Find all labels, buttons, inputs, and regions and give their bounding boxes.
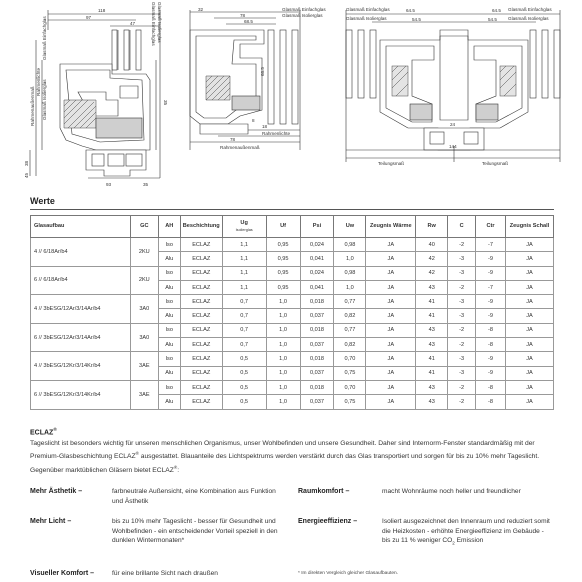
cell-gc: 3AE [130,352,158,381]
table-cell: JA [505,395,553,409]
table-cell: 1,0 [266,295,300,309]
table-cell: ECLAZ [180,338,222,352]
dim-right-4: 64.5 [406,8,415,13]
dim-left-9: 35 [163,100,168,106]
footnote: * Im direkten Vergleich gleicher Glasaufbauten. [298,571,398,576]
table-cell: -2 [448,280,476,294]
table-cell: 0,024 [300,238,334,252]
dim-left-6: Glasmaß Einfachglas [42,16,47,60]
dim-right-5: 54.5 [412,17,421,22]
dim-mid-10: Rahmenlichte [262,131,291,136]
col-header-ah: AH [158,216,180,238]
table-cell: -3 [448,295,476,309]
table-cell: 0,5 [222,380,266,394]
table-cell: 0,98 [334,266,366,280]
table-cell: -9 [476,266,506,280]
dim-left-0: 118 [98,8,106,13]
table-cell: 1,0 [266,380,300,394]
feature-label-licht: Mehr Licht – [30,518,72,525]
table-cell: 0,018 [300,380,334,394]
table-cell: 0,037 [300,309,334,323]
table-cell: Alu [158,366,180,380]
table-cell: -9 [476,295,506,309]
feature-label-aesthetik: Mehr Ästhetik – [30,488,83,495]
section-divider [30,209,554,210]
table-cell: -9 [476,352,506,366]
table-cell: 43 [416,380,448,394]
table-row [31,266,554,280]
table-cell: JA [366,366,416,380]
table-cell: 0,82 [334,338,366,352]
col-header-uf: Uf [266,216,300,238]
table-cell: JA [366,309,416,323]
table-cell: 0,7 [222,309,266,323]
table-cell: Iso [158,380,180,394]
table-cell: 1,0 [266,395,300,409]
dim-left-10: 93 [106,182,112,187]
table-cell: ECLAZ [180,352,222,366]
table-cell: 1,1 [222,252,266,266]
table-cell: ECLAZ [180,309,222,323]
table-cell: 1,0 [334,252,366,266]
feature-text-raumkomfort: macht Wohnräume noch heller und freundlicher [382,488,521,495]
feature-text-komfort: für eine brillante Sicht nach draußen [112,570,218,577]
table-cell: 0,5 [222,395,266,409]
table-cell: 41 [416,366,448,380]
table-cell: -2 [448,238,476,252]
table-cell: ECLAZ [180,323,222,337]
cell-gc: 3A0 [130,295,158,324]
dim-right-1: Glasmaß Isolierglas [346,16,387,21]
dim-left-5: Rahmenlichte [36,67,41,96]
col-header-ctr: Ctr [476,216,506,238]
table-cell: 43 [416,323,448,337]
table-cell: 0,95 [266,252,300,266]
table-cell: 0,75 [334,395,366,409]
table-cell: JA [366,395,416,409]
table-cell: 41 [416,309,448,323]
table-cell: ECLAZ [180,238,222,252]
dim-right-10: Teilungsmaß [482,161,509,166]
table-cell: 0,70 [334,352,366,366]
dim-left-7: Glasmaß Isolierglas [42,79,47,120]
table-cell: 40 [416,238,448,252]
table-cell: -2 [448,380,476,394]
drawing-vertical-section [30,10,160,178]
table-cell: ECLAZ [180,366,222,380]
table-cell: -9 [476,252,506,266]
values-table [30,215,554,410]
table-cell: -9 [476,309,506,323]
table-cell: 1,0 [266,323,300,337]
table-row [31,295,554,309]
table-cell: 0,77 [334,295,366,309]
col-header-beschichtung: Beschichtung [180,216,222,238]
table-cell: 0,7 [222,338,266,352]
cell-glasaufbau: 4 // 6/18Ar/b4 [31,238,131,267]
dim-mid-6: 8 [252,118,255,123]
table-cell: 0,041 [300,280,334,294]
table-cell: -7 [476,280,506,294]
dim-left-2: 47 [130,21,136,26]
table-cell: -8 [476,395,506,409]
table-cell: JA [505,338,553,352]
col-header-zeugnis-schall: Zeugnis Schall [505,216,553,238]
table-cell: JA [366,238,416,252]
table-cell: 1,1 [222,266,266,280]
table-cell: 0,041 [300,252,334,266]
feature-label-raumkomfort: Raumkomfort – [298,488,350,495]
table-cell: 43 [416,395,448,409]
table-cell: 0,037 [300,395,334,409]
eclaz-title: ECLAZ® [30,427,57,437]
table-cell: -3 [448,266,476,280]
table-cell: JA [366,352,416,366]
dim-right-11: 24 [450,122,456,127]
table-cell: 0,037 [300,366,334,380]
table-cell: -7 [476,238,506,252]
feature-text-licht: bis zu 10% mehr Tageslicht - besser für Gesundheit und Wohlbefinden - ein entscheidender Vorteil speziell in den dunklen Wintermonaten* [112,518,278,545]
table-cell: -8 [476,338,506,352]
cell-glasaufbau: 6 // 3bESG/12Kr/3/14Kr/b4 [31,380,131,409]
table-cell: 43 [416,338,448,352]
feature-label-komfort: Visueller Komfort – [30,570,95,577]
col-header-psi: Psi [300,216,334,238]
table-cell: 0,75 [334,366,366,380]
table-cell: Iso [158,323,180,337]
cell-glasaufbau: 4 // 3bESG/12Ar/3/14Ar/b4 [31,295,131,324]
table-cell: Iso [158,238,180,252]
dim-left-8: Rahmenaußenmaß [30,86,35,126]
table-cell: 41 [416,295,448,309]
table-cell: 1,1 [222,280,266,294]
dim-left-4: Glasmaß Isolierglas [157,2,162,43]
table-cell: -2 [448,323,476,337]
table-cell: Iso [158,352,180,366]
table-cell: 0,7 [222,323,266,337]
cell-gc: 2KU [130,266,158,295]
table-cell: JA [505,380,553,394]
table-cell: 1,0 [266,366,300,380]
table-cell: JA [366,295,416,309]
table-cell: 42 [416,266,448,280]
table-cell: 0,7 [222,295,266,309]
cell-glasaufbau: 4 // 3bESG/12Kr/3/14Kr/b4 [31,352,131,381]
table-cell: JA [505,252,553,266]
col-header-zeugnis-waerme: Zeugnis Wärme [366,216,416,238]
dim-left-1: 97 [86,15,92,20]
col-header-uw: Uw [334,216,366,238]
drawing-horizontal-section [190,10,300,150]
table-cell: JA [366,252,416,266]
table-cell: Alu [158,395,180,409]
col-header-rw: Rw [416,216,448,238]
table-cell: JA [505,366,553,380]
dim-mid-1: 78 [240,13,246,18]
table-cell: JA [505,295,553,309]
table-cell: JA [366,280,416,294]
table-row [31,380,554,394]
dim-left-13: 45 [24,172,29,178]
table-cell: 0,95 [266,238,300,252]
table-cell: -3 [448,252,476,266]
table-cell: -8 [476,380,506,394]
table-cell: JA [505,323,553,337]
table-cell: 0,037 [300,338,334,352]
table-cell: 1,0 [266,309,300,323]
table-cell: Alu [158,252,180,266]
feature-text-aesthetik: farbneutrale Außensicht, eine Kombination aus Funktion und Ästhetik [112,488,276,505]
table-cell: Iso [158,266,180,280]
table-cell: 1,0 [266,352,300,366]
table-cell: 1,1 [222,238,266,252]
table-cell: JA [366,266,416,280]
dim-right-8: 144 [449,144,457,149]
dim-left-12: 38 [24,160,29,166]
dim-right-2: Glasmaß Einfachglas [508,7,552,12]
feature-text-energieeffizienz: Isoliert ausgezeichnet den Innenraum und reduziert somit die Heizkosten - erhöhte Energieeffizienz im Gebäude - bis zu 11 % weniger $CO_2$ Emission [382,518,550,546]
table-cell: Alu [158,280,180,294]
cell-gc: 3A0 [130,323,158,352]
dim-mid-7: 18 [262,124,268,129]
table-cell: 41 [416,352,448,366]
table-cell: 0,018 [300,323,334,337]
dim-mid-0: 32 [198,7,204,12]
table-cell: Iso [158,295,180,309]
col-header-ug: Ug Isolierglas [222,216,266,238]
col-header-gc: GC [130,216,158,238]
table-row [31,238,554,252]
table-cell: -8 [476,323,506,337]
table-cell: 0,77 [334,323,366,337]
table-cell: Alu [158,338,180,352]
table-cell: JA [366,323,416,337]
table-cell: ECLAZ [180,266,222,280]
table-cell: ECLAZ [180,395,222,409]
table-cell: 0,018 [300,352,334,366]
col-header-c: C [448,216,476,238]
table-cell: 0,5 [222,366,266,380]
table-cell: ECLAZ [180,380,222,394]
table-cell: Alu [158,309,180,323]
table-cell: JA [505,238,553,252]
dim-mid-5: 68.5 [260,67,265,76]
dim-mid-9: Rahmenaußenmaß [220,145,260,150]
dim-mid-8: 78 [230,137,236,142]
table-cell: 0,95 [266,266,300,280]
cell-glasaufbau: 6 // 3bESG/12Ar/3/14Ar/b4 [31,323,131,352]
dim-right-3: Glasmaß Isolierglas [508,16,549,21]
table-cell: ECLAZ [180,280,222,294]
section-title: Werte [30,196,55,206]
feature-label-energieeffizienz: Energieeffizienz – [298,518,358,525]
cell-gc: 3AE [130,380,158,409]
table-cell: -3 [448,352,476,366]
table-cell: -2 [448,395,476,409]
table-cell: JA [505,309,553,323]
table-cell: JA [505,280,553,294]
table-cell: 0,5 [222,352,266,366]
eclaz-intro: Tageslicht ist besonders wichtig für unseren menschlichen Organismus, unser Wohlbefinden und unsere Gesundheit. Daher sind Internorm-Fenster standardmäßig mit der Premium-Glasbeschichtung ECLAZ® ausgestattet. Blauanteile des Lichtspektrums werden verstärkt durch das Glas transportiert und sorgen für bis zu 10% mehr Tageslicht. Gegenüber marktüblichen Gläsern bietet ECLAZ®: [30,440,540,475]
table-cell: ECLAZ [180,295,222,309]
table-cell: JA [366,338,416,352]
dim-right-9: Teilungsmaß [378,161,405,166]
cell-glasaufbau: 6 // 6/18Ar/b4 [31,266,131,295]
table-cell: ECLAZ [180,252,222,266]
table-cell: -9 [476,366,506,380]
table-row [31,323,554,337]
table-cell: -3 [448,366,476,380]
drawing-mullion-section [346,10,560,162]
table-cell: 1,0 [334,280,366,294]
table-cell: 0,70 [334,380,366,394]
dim-left-3: Glasmaß Einfachglas [151,2,156,46]
cell-gc: 2KU [130,238,158,267]
dim-left-11: 35 [143,182,149,187]
table-cell: -3 [448,309,476,323]
col-header-glasaufbau: Glasaufbau [31,216,131,238]
table-cell: 0,82 [334,309,366,323]
table-cell: 0,98 [334,238,366,252]
table-cell: 0,018 [300,295,334,309]
table-row [31,352,554,366]
dim-right-0: Glasmaß Einfachglas [346,7,390,12]
dim-right-6: 54.5 [488,17,497,22]
table-cell: 1,0 [266,338,300,352]
table-cell: JA [505,352,553,366]
table-cell: 42 [416,252,448,266]
dim-mid-3: Glasmaß Einfachglas [282,7,326,12]
table-cell: 0,95 [266,280,300,294]
profile-section-drawings [0,0,582,188]
dim-mid-2: 68.5 [244,19,253,24]
table-cell: 0,024 [300,266,334,280]
table-cell: -2 [448,338,476,352]
dim-right-7: 64.5 [492,8,501,13]
dim-mid-4: Glasmaß Isolierglas [282,13,323,18]
table-cell: JA [366,380,416,394]
table-cell: 43 [416,280,448,294]
table-cell: JA [505,266,553,280]
table-header-row [31,216,554,238]
